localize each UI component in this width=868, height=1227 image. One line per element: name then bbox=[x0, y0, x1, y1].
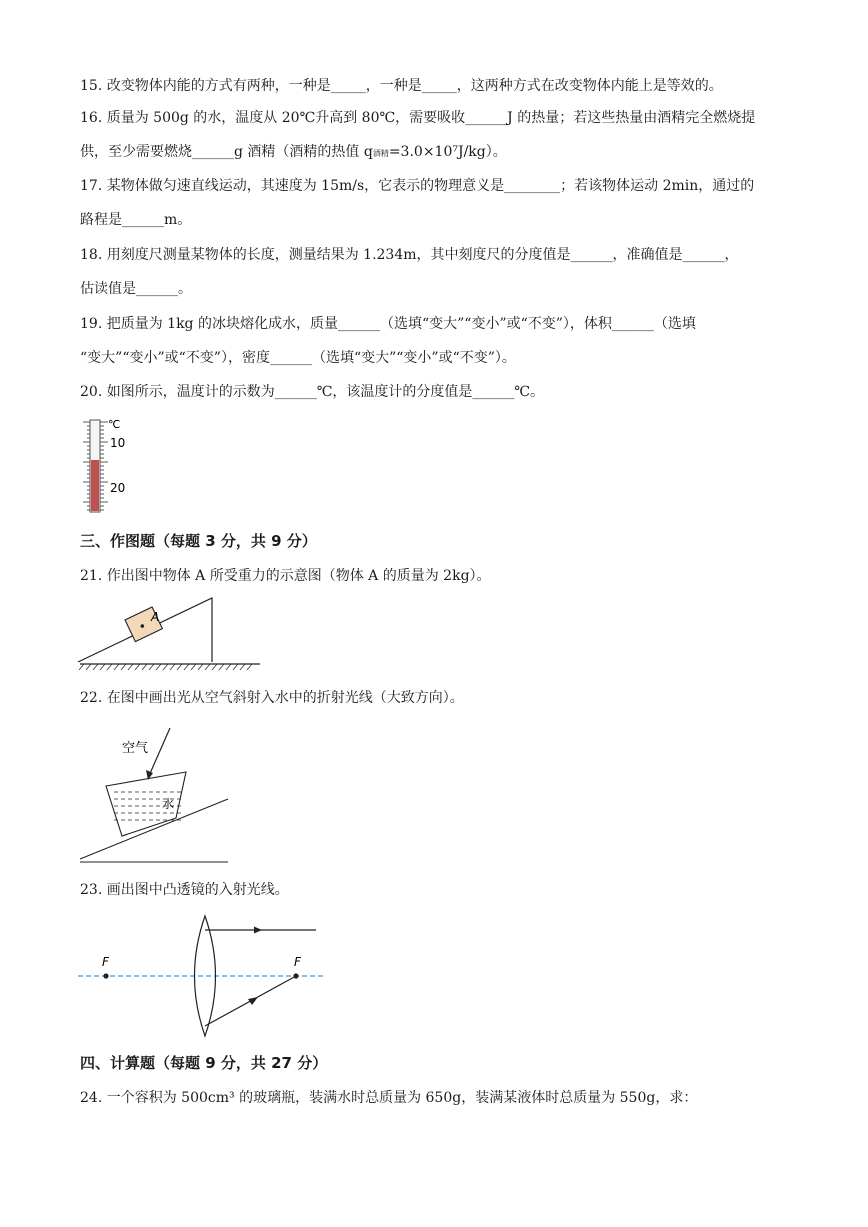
convex-lens bbox=[195, 916, 216, 1036]
ground-hatch-mark bbox=[156, 664, 161, 670]
focus-right-point bbox=[293, 973, 298, 978]
ground-hatch-mark bbox=[233, 664, 238, 670]
thermometer-unit: ℃ bbox=[108, 418, 121, 431]
ground-hatch-mark bbox=[247, 664, 252, 670]
question-16-text-b: =3.0×10⁷J/kg）。 bbox=[388, 144, 507, 160]
ground-hatch-mark bbox=[212, 664, 217, 670]
ground-hatch-mark bbox=[142, 664, 147, 670]
slope-line bbox=[80, 799, 228, 859]
question-17-line2: 路程是______m。 bbox=[80, 212, 192, 228]
question-16-line2 bbox=[80, 142, 507, 164]
focus-left-label: F bbox=[102, 955, 109, 969]
ground-hatch-mark bbox=[198, 664, 203, 670]
thermometer-tick-10: 10 bbox=[110, 436, 126, 450]
ground-hatch-mark bbox=[121, 664, 126, 670]
ground-hatch-mark bbox=[93, 664, 98, 670]
ground-hatch-mark bbox=[79, 664, 84, 670]
question-23: 23. 画出图中凸透镜的入射光线。 bbox=[80, 882, 289, 898]
question-18-line2: 估读值是______。 bbox=[80, 281, 192, 297]
ground-hatch-mark bbox=[114, 664, 119, 670]
lens-figure bbox=[78, 914, 328, 1038]
question-19-line2: “变大”“变小”或“不变”），密度______（选填“变大”“变小”或“不变”）。 bbox=[80, 350, 516, 366]
focus-right-label: F bbox=[294, 955, 301, 969]
ground-hatch-mark bbox=[219, 664, 224, 670]
refraction-figure bbox=[78, 726, 238, 864]
ground-hatch-mark bbox=[240, 664, 245, 670]
question-21: 21. 作出图中物体 A 所受重力的示意图（物体 A 的质量为 2kg）。 bbox=[80, 568, 491, 584]
block-a-label: A bbox=[151, 610, 160, 624]
heat-value-subscript: 酒精 bbox=[372, 149, 389, 158]
question-18-line1: 18. 用刻度尺测量某物体的长度，测量结果为 1.234m，其中刻度尺的分度值是______，准确值是______， bbox=[80, 247, 739, 263]
question-22: 22. 在图中画出光从空气斜射入水中的折射光线（大致方向）。 bbox=[80, 690, 464, 706]
question-15: 15. 改变物体内能的方式有两种，一种是_____，一种是_____，这两种方式在改变物体内能上是等效的。 bbox=[80, 78, 723, 94]
air-label: 空气 bbox=[122, 741, 149, 756]
ground-hatch-mark bbox=[100, 664, 105, 670]
section-4-heading: 四、计算题（每题 9 分，共 27 分） bbox=[80, 1054, 328, 1072]
ground-hatch-mark bbox=[163, 664, 168, 670]
question-16-text-a: 供，至少需要燃烧______g 酒精（酒精的热值 q bbox=[80, 144, 373, 160]
question-20: 20. 如图所示，温度计的示数为______℃，该温度计的分度值是______℃。 bbox=[80, 384, 545, 400]
question-24: 24. 一个容积为 500cm³ 的玻璃瓶，装满水时总质量为 650g，装满某液体时总质量为 550g，求： bbox=[80, 1090, 698, 1106]
question-19-line1: 19. 把质量为 1kg 的冰块熔化成水，质量______（选填“变大”“变小”或“不变”），体积______（选填 bbox=[80, 316, 696, 332]
ground-hatch-mark bbox=[184, 664, 189, 670]
focal-ray-arrow-icon bbox=[248, 997, 258, 1005]
water-label: 水 bbox=[162, 797, 175, 811]
ground-hatch-mark bbox=[128, 664, 133, 670]
ground-hatch-mark bbox=[86, 664, 91, 670]
ground-hatch-mark bbox=[226, 664, 231, 670]
question-16-line1: 16. 质量为 500g 的水，温度从 20℃升高到 80℃，需要吸收______J 的热量；若这些热量由酒精完全燃烧提 bbox=[80, 110, 756, 126]
thermometer-figure bbox=[78, 418, 148, 514]
ground-hatch-mark bbox=[205, 664, 210, 670]
focus-left-point bbox=[103, 973, 108, 978]
ground-hatch bbox=[79, 664, 252, 670]
ground-hatch-mark bbox=[191, 664, 196, 670]
incident-ray bbox=[148, 728, 170, 778]
ground-hatch-mark bbox=[149, 664, 154, 670]
parallel-ray-arrow-icon bbox=[254, 927, 262, 934]
ground-hatch-mark bbox=[107, 664, 112, 670]
ground-hatch-mark bbox=[177, 664, 182, 670]
ground-hatch-mark bbox=[170, 664, 175, 670]
section-3-heading: 三、作图题（每题 3 分，共 9 分） bbox=[80, 532, 317, 550]
question-17-line1: 17. 某物体做匀速直线运动，其速度为 15m/s，它表示的物理意义是________；若该物体运动 2min，通过的 bbox=[80, 178, 755, 194]
thermometer-liquid bbox=[91, 460, 99, 511]
ground-hatch-mark bbox=[135, 664, 140, 670]
thermometer-tick-20: 20 bbox=[110, 481, 126, 495]
incline-figure bbox=[78, 594, 268, 676]
